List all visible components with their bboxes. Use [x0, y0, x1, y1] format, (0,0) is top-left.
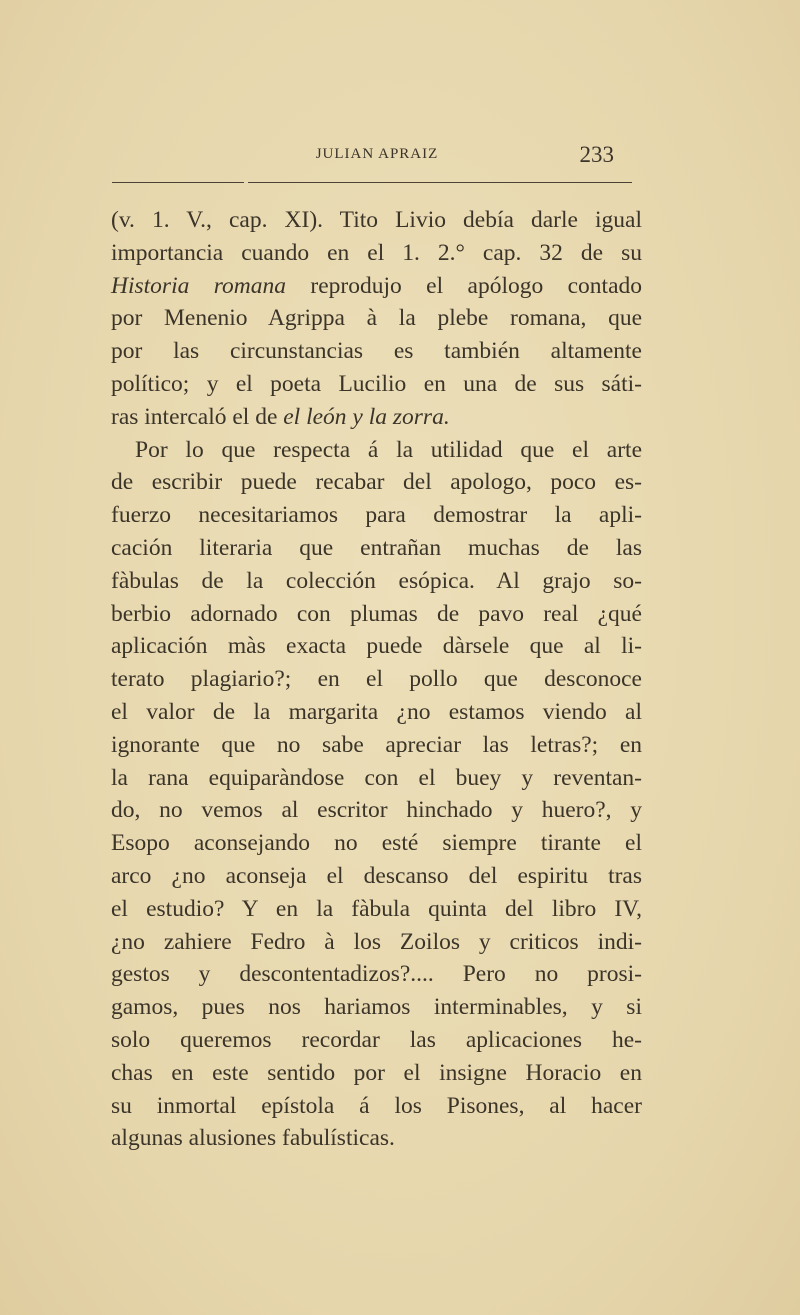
text-segment: la rana equiparàndose con el buey y reventan- [111, 764, 642, 791]
text-line [111, 1122, 642, 1155]
running-head [112, 142, 642, 172]
text-segment: ¿no zahiere Fedro à los Zoilos y criticos indi- [111, 928, 642, 955]
text-line [111, 827, 642, 860]
text-segment: (v. 1. V., cap. XI). Tito Livio debía darle igual [111, 207, 642, 233]
text-segment: do, no vemos al escritor hinchado y huero?, y [111, 797, 642, 824]
text-segment: por Menenio Agrippa à la plebe romana, que [111, 305, 642, 332]
text-segment: arco ¿no aconseja el descanso del espiritu tras [111, 862, 642, 889]
text-line [111, 762, 642, 795]
italic-text: Historia romana [111, 272, 286, 299]
text-line [111, 991, 642, 1024]
text-segment: gestos y descontentadizos?.... Pero no prosi- [111, 961, 642, 988]
text-line [111, 860, 642, 893]
text-segment: ignorante que no sabe apreciar las letras?; en [111, 731, 642, 758]
text-segment: chas en este sentido por el insigne Horacio en [111, 1059, 642, 1086]
text-line [111, 401, 642, 434]
body-text [111, 204, 642, 1155]
text-segment: el estudio? Y en la fàbula quinta del libro IV, [111, 895, 642, 922]
text-segment: fuerzo necesitariamos para demostrar la apli- [111, 502, 642, 529]
text-line [111, 598, 642, 631]
text-line [111, 958, 642, 991]
text-segment: importancia cuando en el 1. 2.° cap. 32 de su [111, 239, 642, 266]
text-segment: aplicación màs exacta puede dàrsele que al li- [111, 633, 642, 660]
text-line [111, 926, 642, 959]
text-line [111, 663, 642, 696]
text-segment: ras intercaló el de [111, 403, 284, 430]
text-segment: berbio adornado con plumas de pavo real ¿qué [111, 600, 642, 627]
text-segment: su inmortal epístola á los Pisones, al hacer [111, 1092, 642, 1119]
text-segment: cación literaria que entrañan muchas de las [111, 534, 642, 561]
text-line [111, 630, 642, 663]
text-line [111, 434, 642, 467]
text-line [111, 532, 642, 565]
text-line [111, 893, 642, 926]
text-line [111, 1090, 642, 1123]
text-line [111, 302, 642, 335]
text-line [111, 565, 642, 598]
text-segment: algunas alusiones fabulísticas. [111, 1125, 395, 1152]
text-line [111, 1057, 642, 1090]
text-segment: terato plagiario?; en el pollo que desconoce [111, 666, 642, 693]
header-rule-right [248, 182, 632, 183]
text-segment: político; y el poeta Lucilio en una de sus sáti- [111, 370, 642, 397]
text-line [111, 466, 642, 499]
text-segment: Por lo que respecta á la utilidad que el arte [135, 436, 642, 463]
text-segment: reprodujo el apólogo contado [286, 272, 643, 299]
running-title: JULIAN APRAIZ [315, 146, 439, 162]
text-segment: de escribir puede recabar del apologo, poco es- [111, 469, 642, 496]
text-segment: fàbulas de la colección esópica. Al grajo so- [111, 567, 642, 594]
text-segment: Esopo aconsejando no esté siempre tirante el [111, 830, 642, 857]
header-rule-left [112, 182, 244, 183]
text-segment: el valor de la margarita ¿no estamos viendo al [111, 698, 642, 725]
text-line [111, 368, 642, 401]
text-line [111, 204, 642, 237]
italic-text: el león y la zorra. [283, 403, 450, 430]
text-line [111, 696, 642, 729]
text-line [111, 729, 642, 762]
text-line [111, 1024, 642, 1057]
text-line [111, 270, 642, 303]
text-segment: gamos, pues nos hariamos interminables, y si [111, 994, 642, 1021]
text-segment: solo queremos recordar las aplicaciones he- [111, 1026, 642, 1053]
page-number: 233 [579, 142, 614, 167]
text-line [111, 499, 642, 532]
text-segment: por las circunstancias es también altamente [111, 338, 642, 365]
text-line [111, 335, 642, 368]
text-line [111, 237, 642, 270]
text-line [111, 794, 642, 827]
